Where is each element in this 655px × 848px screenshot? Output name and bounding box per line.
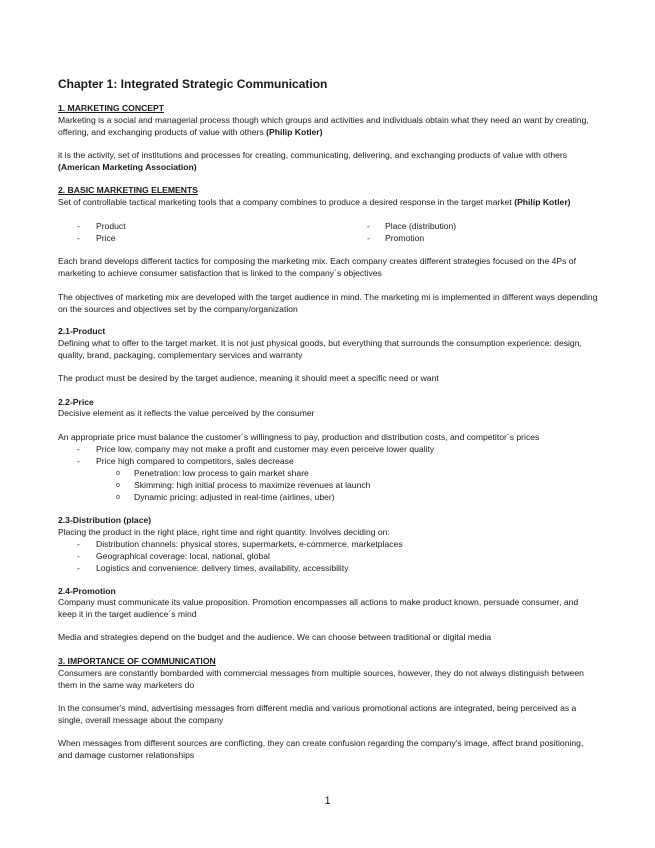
circle-bullet: o [116, 482, 120, 489]
subsection-heading-price: 2.2-Price [58, 397, 94, 407]
list-item-place: Place (distribution) [385, 221, 457, 231]
dash-bullet: - [77, 539, 80, 549]
paragraph-promotion-definition: Company must communicate its value proposition. Promotion encompasses all actions to make product known, persuade consumer, and keep it in the target audience´s mind [58, 597, 579, 619]
section-heading-basic-marketing-elements: 2. BASIC MARKETING ELEMENTS [58, 185, 198, 195]
dash-bullet: - [367, 221, 370, 231]
paragraph-price-balance: An appropriate price must balance the customer´s willingness to pay, production and distribution costs, and competitor´s prices [58, 432, 540, 442]
list-subitem-dynamic-pricing: Dynamic pricing: adjusted in real-time (airlines, uber) [134, 492, 335, 502]
circle-bullet: o [116, 470, 120, 477]
list-item-distribution-channels: Distribution channels: physical stores, supermarkets, e-commerce, marketplaces [96, 539, 403, 549]
paragraph-consumers-bombarded: Consumers are constantly bombarded with commercial messages from multiple sources, however, they do not always distinguish between them in the same way marketers do [58, 668, 584, 690]
paragraph-consumer-mind: In the consumer's mind, advertising messages from different media and various promotional actions are integrated, being perceived as a single, overall message about the company [58, 703, 577, 725]
paragraph-ama-definition: it is the activity, set of institutions and processes for creating, communicating, delivering, and exchanging products of value with others (American Marketing Association) [58, 150, 568, 172]
paragraph-brand-tactics: Each brand develops different tactics for composing the marketing mix. Each company creates different strategies focused on the 4Ps of marketing to achieve consumer satisfaction that is linked to the company´s objectives [58, 256, 576, 278]
dash-bullet: - [77, 456, 80, 466]
list-item-price: Price [96, 233, 116, 243]
paragraph-mix-objectives: The objectives of marketing mix are developed with the target audience in mind. The marketing mi is implemented in different ways depending on the sources and objectives set by the company/organization [58, 292, 598, 314]
list-item-price-high: Price high compared to competitors, sales decrease [96, 456, 294, 466]
paragraph-price-value: Decisive element as it reflects the value perceived by the consumer [58, 408, 315, 418]
list-item-product: Product [96, 221, 126, 231]
dash-bullet: - [77, 563, 80, 573]
paragraph-marketing-definition: Marketing is a social and managerial process though which groups and activities and individuals obtain what they need an want by creating, offering, and exchanging products of value with others (Philip Kotler) [58, 115, 589, 137]
circle-bullet: o [116, 494, 120, 501]
paragraph-distribution-definition: Placing the product in the right place, right time and right quantity. Involves deciding on: [58, 527, 390, 537]
dash-bullet: - [77, 444, 80, 454]
list-item-promotion: Promotion [385, 233, 425, 243]
section-heading-importance-of-communication: 3. IMPORTANCE OF COMMUNICATION [58, 656, 216, 666]
subsection-heading-promotion: 2.4-Promotion [58, 586, 116, 596]
dash-bullet: - [77, 551, 80, 561]
subsection-heading-distribution: 2.3-Distribution (place) [58, 515, 152, 525]
page-number: 1 [324, 795, 331, 807]
dash-bullet: - [77, 233, 80, 243]
list-subitem-skimming: Skimming: high initial process to maximize revenues at launch [134, 480, 371, 490]
paragraph-promotion-media: Media and strategies depend on the budget and the audience. We can choose between traditional or digital media [58, 632, 492, 642]
subsection-heading-product: 2.1-Product [58, 326, 106, 336]
list-item-geographical-coverage: Geographical coverage: local, national, global [96, 551, 270, 561]
paragraph-conflicting-messages: When messages from different sources are conflicting, they can create confusion regarding the company's image, affect brand positioning, and damage customer relationships [58, 738, 584, 760]
list-item-logistics: Logistics and convenience: delivery times, availability, accessibility [96, 563, 349, 573]
paragraph-marketing-mix-intro: Set of controllable tactical marketing tools that a company combines to produce a desired response in the target market (Philip Kotler) [58, 197, 571, 207]
chapter-title: Chapter 1: Integrated Strategic Communication [58, 77, 328, 91]
list-subitem-penetration: Penetration: low process to gain market share [134, 468, 309, 478]
paragraph-product-desire: The product must be desired by the target audience, meaning it should meet a specific need or want [58, 373, 439, 383]
dash-bullet: - [367, 233, 370, 243]
list-item-price-low: Price low, company may not make a profit and customer may even perceive lower quality [96, 444, 435, 454]
dash-bullet: - [77, 221, 80, 231]
section-heading-marketing-concept: 1. MARKETING CONCEPT [58, 103, 164, 113]
paragraph-product-definition: Defining what to offer to the target market. It is not just physical goods, but everything that surrounds the consumption experience: design, quality, brand, packaging, complementary services and warranty [58, 338, 582, 360]
